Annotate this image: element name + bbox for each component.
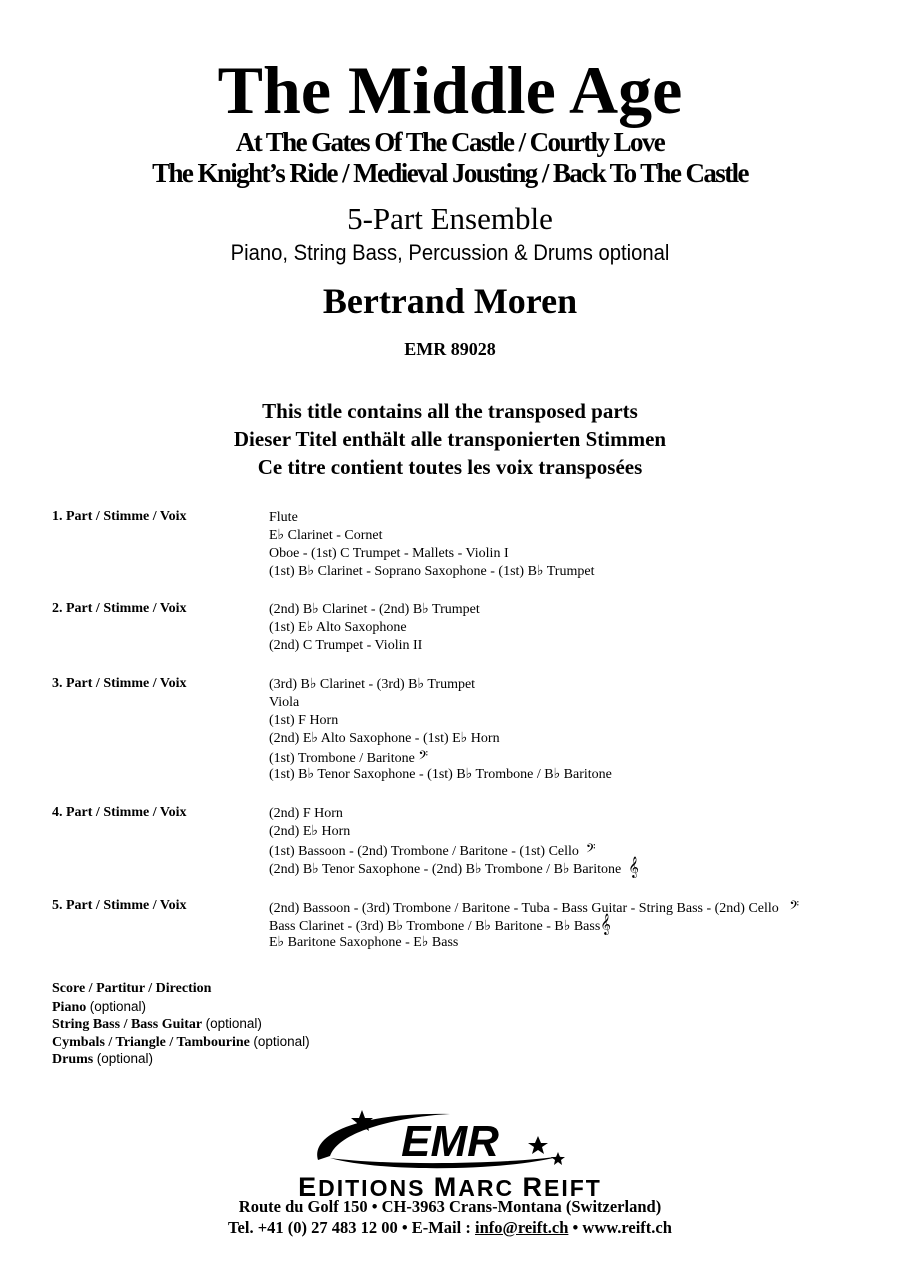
notice-french: Ce titre contient toutes les voix transposées bbox=[257, 455, 643, 479]
part-instrument-line: (2nd) E♭ Horn bbox=[269, 824, 351, 839]
optional-label: (optional) bbox=[89, 998, 147, 1014]
part-instrument-line bbox=[269, 916, 799, 934]
ensemble-type: 5-Part Ensemble bbox=[347, 201, 553, 236]
part-instrument-line: (1st) E♭ Alto Saxophone bbox=[269, 620, 407, 635]
logo-text: EMR bbox=[401, 1117, 499, 1166]
email-link[interactable]: info@reift.ch bbox=[474, 1218, 569, 1237]
part-instrument-line: (2nd) B♭ Clarinet - (2nd) B♭ Trumpet bbox=[269, 602, 480, 617]
part-label: 3. Part / Stimme / Voix bbox=[52, 676, 187, 691]
part-instrument-line bbox=[269, 859, 639, 877]
part-instrument-text: Bass Clarinet - (3rd) B♭ Trombone / B♭ Baritone - B♭ Bass bbox=[269, 919, 601, 934]
part-instrument-line: E♭ Clarinet - Cornet bbox=[269, 528, 383, 543]
subtitle-line-1: At The Gates Of The Castle / Courtly Love bbox=[235, 127, 665, 157]
part-instrument-line: E♭ Baritone Saxophone - E♭ Bass bbox=[269, 935, 459, 950]
notice-german: Dieser Titel enthält alle transponierten Stimmen bbox=[233, 427, 667, 451]
part-instrument-line: Flute bbox=[269, 510, 298, 525]
bass-clef-icon: 𝄢 bbox=[585, 841, 596, 859]
part-instrument-line: (1st) B♭ Clarinet - Soprano Saxophone - (1st) B♭ Trumpet bbox=[269, 564, 595, 579]
percussion-line: Cymbals / Triangle / Tambourine (optional) bbox=[52, 1033, 310, 1050]
treble-clef-icon: 𝄞 bbox=[600, 914, 611, 935]
optional-instrumentation: Piano, String Bass, Percussion & Drums optional bbox=[230, 240, 670, 265]
part-instrument-line: Oboe - (1st) C Trumpet - Mallets - Violin I bbox=[269, 546, 509, 561]
score-line: Score / Partitur / Direction bbox=[52, 981, 212, 996]
part-instrument-line: (2nd) F Horn bbox=[269, 806, 343, 821]
piano-line: Piano (optional) bbox=[52, 998, 147, 1015]
part-instrument-line bbox=[269, 841, 639, 859]
part-label: 4. Part / Stimme / Voix bbox=[52, 805, 187, 820]
part-instrument-line bbox=[269, 898, 799, 916]
part-instrument-line bbox=[269, 748, 612, 766]
score-title: The Middle Age bbox=[217, 52, 683, 128]
optional-label: (optional) bbox=[96, 1051, 154, 1066]
part-instrument-text: (2nd) B♭ Tenor Saxophone - (2nd) B♭ Trombone / B♭ Baritone bbox=[269, 862, 622, 877]
bass-clef-icon: 𝄢 bbox=[789, 898, 799, 916]
subtitle-line-2: The Knight’s Ride / Medieval Jousting / Back To The Castle bbox=[152, 158, 748, 188]
part-instrument-line: (2nd) E♭ Alto Saxophone - (1st) E♭ Horn bbox=[269, 731, 500, 746]
part-label: 2. Part / Stimme / Voix bbox=[52, 601, 187, 616]
part-label: 5. Part / Stimme / Voix bbox=[52, 898, 187, 913]
part-instrument-line: (3rd) B♭ Clarinet - (3rd) B♭ Trumpet bbox=[269, 677, 476, 692]
part-label: 1. Part / Stimme / Voix bbox=[52, 509, 187, 524]
part-instrument-text: (2nd) Bassoon - (3rd) Trombone / Baritone - Tuba - Bass Guitar - String Bass - (2nd) Cello bbox=[269, 901, 779, 916]
string-bass-line: String Bass / Bass Guitar (optional) bbox=[52, 1016, 262, 1032]
part-instrument-text: (1st) Trombone / Baritone bbox=[269, 751, 415, 766]
part-instrument-line: (1st) B♭ Tenor Saxophone - (1st) B♭ Trombone / B♭ Baritone bbox=[269, 767, 612, 782]
treble-clef-icon: 𝄞 bbox=[628, 857, 639, 878]
publisher-address: Route du Golf 150 • CH-3963 Crans-Montana (Switzerland) bbox=[238, 1197, 662, 1216]
emr-logo bbox=[300, 1106, 600, 1178]
publisher-contact: Tel. +41 (0) 27 483 12 00 • E-Mail : info@reift.ch • www.reift.ch bbox=[228, 1218, 672, 1237]
part-instrument-line: (1st) F Horn bbox=[269, 713, 339, 728]
additional-parts-list bbox=[52, 980, 310, 1068]
composer-name: Bertrand Moren bbox=[322, 281, 578, 321]
part-instrument-text: (1st) Bassoon - (2nd) Trombone / Baritone - (1st) Cello bbox=[269, 844, 579, 859]
publisher-name: EDITIONS MARC REIFT bbox=[298, 1172, 602, 1202]
website-text: • www.reift.ch bbox=[568, 1218, 672, 1237]
optional-label: (optional) bbox=[205, 1016, 262, 1031]
bass-clef-icon: 𝄢 bbox=[418, 748, 428, 766]
notice-english: This title contains all the transposed parts bbox=[262, 399, 638, 423]
part-instrument-line: Viola bbox=[269, 695, 300, 710]
catalog-number: EMR 89028 bbox=[404, 339, 496, 359]
part-instrument-line: (2nd) C Trumpet - Violin II bbox=[269, 638, 423, 653]
drums-line: Drums (optional) bbox=[52, 1051, 154, 1067]
optional-label: (optional) bbox=[253, 1033, 310, 1049]
